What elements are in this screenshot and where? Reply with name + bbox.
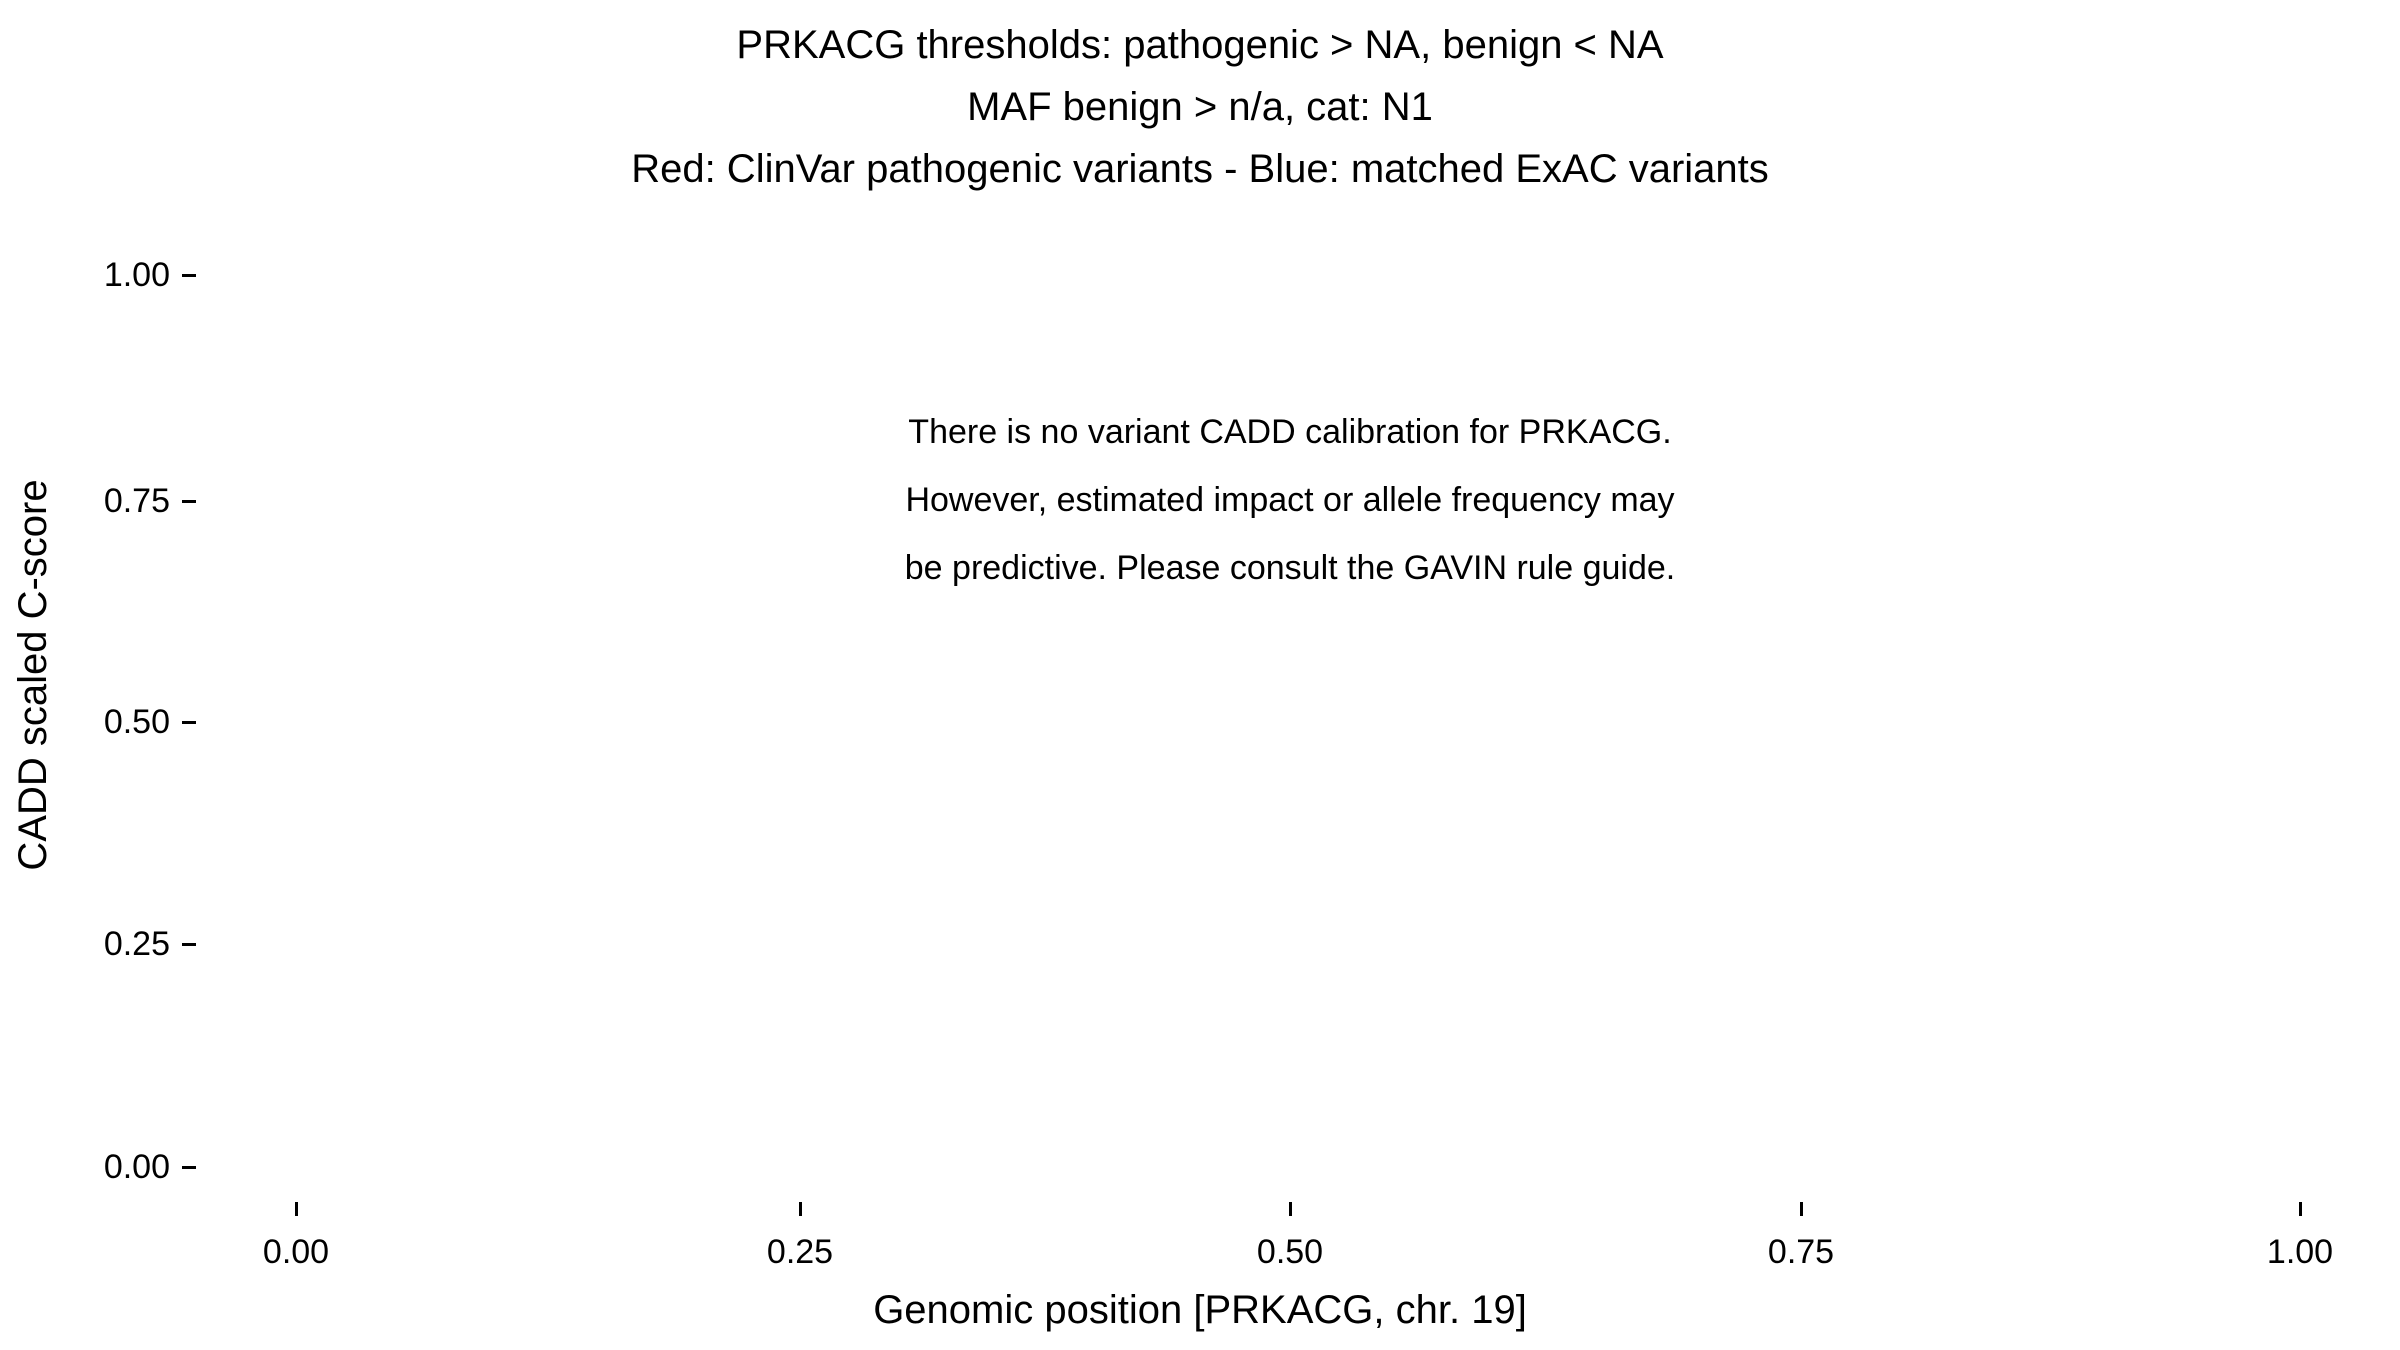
- x-tick-label-0.25: [720, 1232, 880, 1272]
- x-tick-mark-0.25: [799, 1202, 802, 1216]
- chart-annotation-line-3: be predictive. Please consult the GAVIN rule guide.: [904, 549, 1676, 587]
- y-tick-text: 0.25: [103, 925, 170, 963]
- y-tick-label-0.75: [20, 484, 170, 518]
- y-tick-mark-0.25: [182, 943, 196, 946]
- y-tick-mark-1.00: [182, 274, 196, 277]
- y-tick-label-0.50: [20, 705, 170, 739]
- y-tick-text: 0.50: [103, 703, 170, 741]
- chart-title-line-2: MAF benign > n/a, cat: N1: [967, 85, 1433, 129]
- x-tick-mark-0.00: [295, 1202, 298, 1216]
- y-tick-mark-0.00: [182, 1166, 196, 1169]
- x-tick-text: 0.00: [262, 1233, 330, 1271]
- chart-annotation-line-2: However, estimated impact or allele frequency may: [905, 481, 1675, 519]
- x-tick-text: 1.00: [2266, 1233, 2334, 1271]
- y-tick-text: 1.00: [103, 256, 170, 294]
- x-tick-text: 0.50: [1256, 1233, 1324, 1271]
- y-tick-mark-0.50: [182, 721, 196, 724]
- x-tick-mark-0.50: [1289, 1202, 1292, 1216]
- x-tick-label-0.00: [216, 1232, 376, 1272]
- chart-title: [0, 14, 2400, 200]
- x-tick-mark-1.00: [2299, 1202, 2302, 1216]
- x-axis-title: Genomic position [PRKACG, chr. 19]: [873, 1288, 1527, 1332]
- y-tick-mark-0.75: [182, 500, 196, 503]
- chart-annotation: [760, 398, 1820, 602]
- y-axis-title: CADD scaled C-score: [11, 479, 55, 871]
- chart-title-line-1: PRKACG thresholds: pathogenic > NA, benign < NA: [736, 23, 1664, 67]
- x-tick-mark-0.75: [1800, 1202, 1803, 1216]
- y-tick-text: 0.75: [103, 482, 170, 520]
- chart-title-line-3: Red: ClinVar pathogenic variants - Blue: matched ExAC variants: [631, 147, 1769, 191]
- x-tick-label-0.75: [1721, 1232, 1881, 1272]
- y-tick-label-0.00: [20, 1150, 170, 1184]
- x-tick-label-0.50: [1210, 1232, 1370, 1272]
- y-tick-label-0.25: [20, 927, 170, 961]
- y-tick-label-1.00: [20, 258, 170, 292]
- x-tick-text: 0.75: [1767, 1233, 1835, 1271]
- x-tick-text: 0.25: [766, 1233, 834, 1271]
- y-tick-text: 0.00: [103, 1148, 170, 1186]
- chart-annotation-line-1: There is no variant CADD calibration for PRKACG.: [908, 413, 1672, 451]
- x-tick-label-1.00: [2220, 1232, 2380, 1272]
